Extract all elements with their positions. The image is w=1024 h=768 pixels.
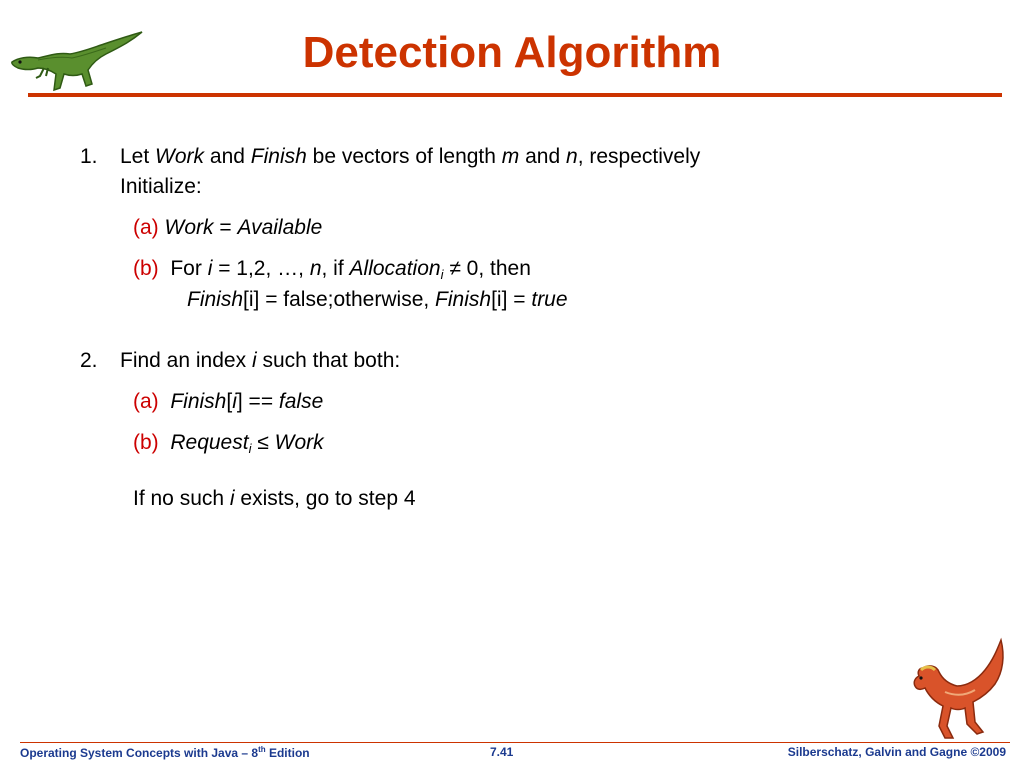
step-2b-label: (b) [133, 431, 159, 454]
step-2a-label: (a) [133, 390, 159, 413]
step-1a: (a) Work = Available [133, 216, 323, 239]
slide-number: 7.41 [490, 745, 514, 759]
step-1b-assignment: Finish[i] = false;otherwise, Finish[i] = true [187, 288, 568, 311]
step-1-number: 1. [80, 145, 98, 168]
step-1b-label: (b) [133, 257, 159, 280]
red-dinosaur-icon [905, 636, 1015, 744]
step-2a: (a) Finish[i] == false [133, 390, 324, 413]
step-2-note: If no such i exists, go to step 4 [133, 487, 416, 510]
step-1-intro: Let Work and Finish be vectors of length m and n, respectively [120, 145, 701, 168]
step-2b: (b) Request$_i$ ≤ Work [133, 431, 324, 456]
step-1b: (b) For i = 1,2, …, n, if Allocation$_i$ ≠ 0, then [133, 257, 531, 282]
step-1-initialize: Initialize: [120, 175, 202, 198]
step-2-number: 2. [80, 349, 98, 372]
step-1a-label: (a) [133, 216, 159, 239]
title-divider [28, 93, 1002, 97]
footer-right: Silberschatz, Galvin and Gagne ©2009 [787, 745, 1006, 759]
footer-left: Operating System Concepts with Java – 8th Edition [20, 745, 310, 760]
step-2-intro: Find an index i such that both: [120, 349, 401, 372]
page-title: Detection Algorithm [302, 28, 722, 77]
footer-divider [20, 742, 1010, 743]
